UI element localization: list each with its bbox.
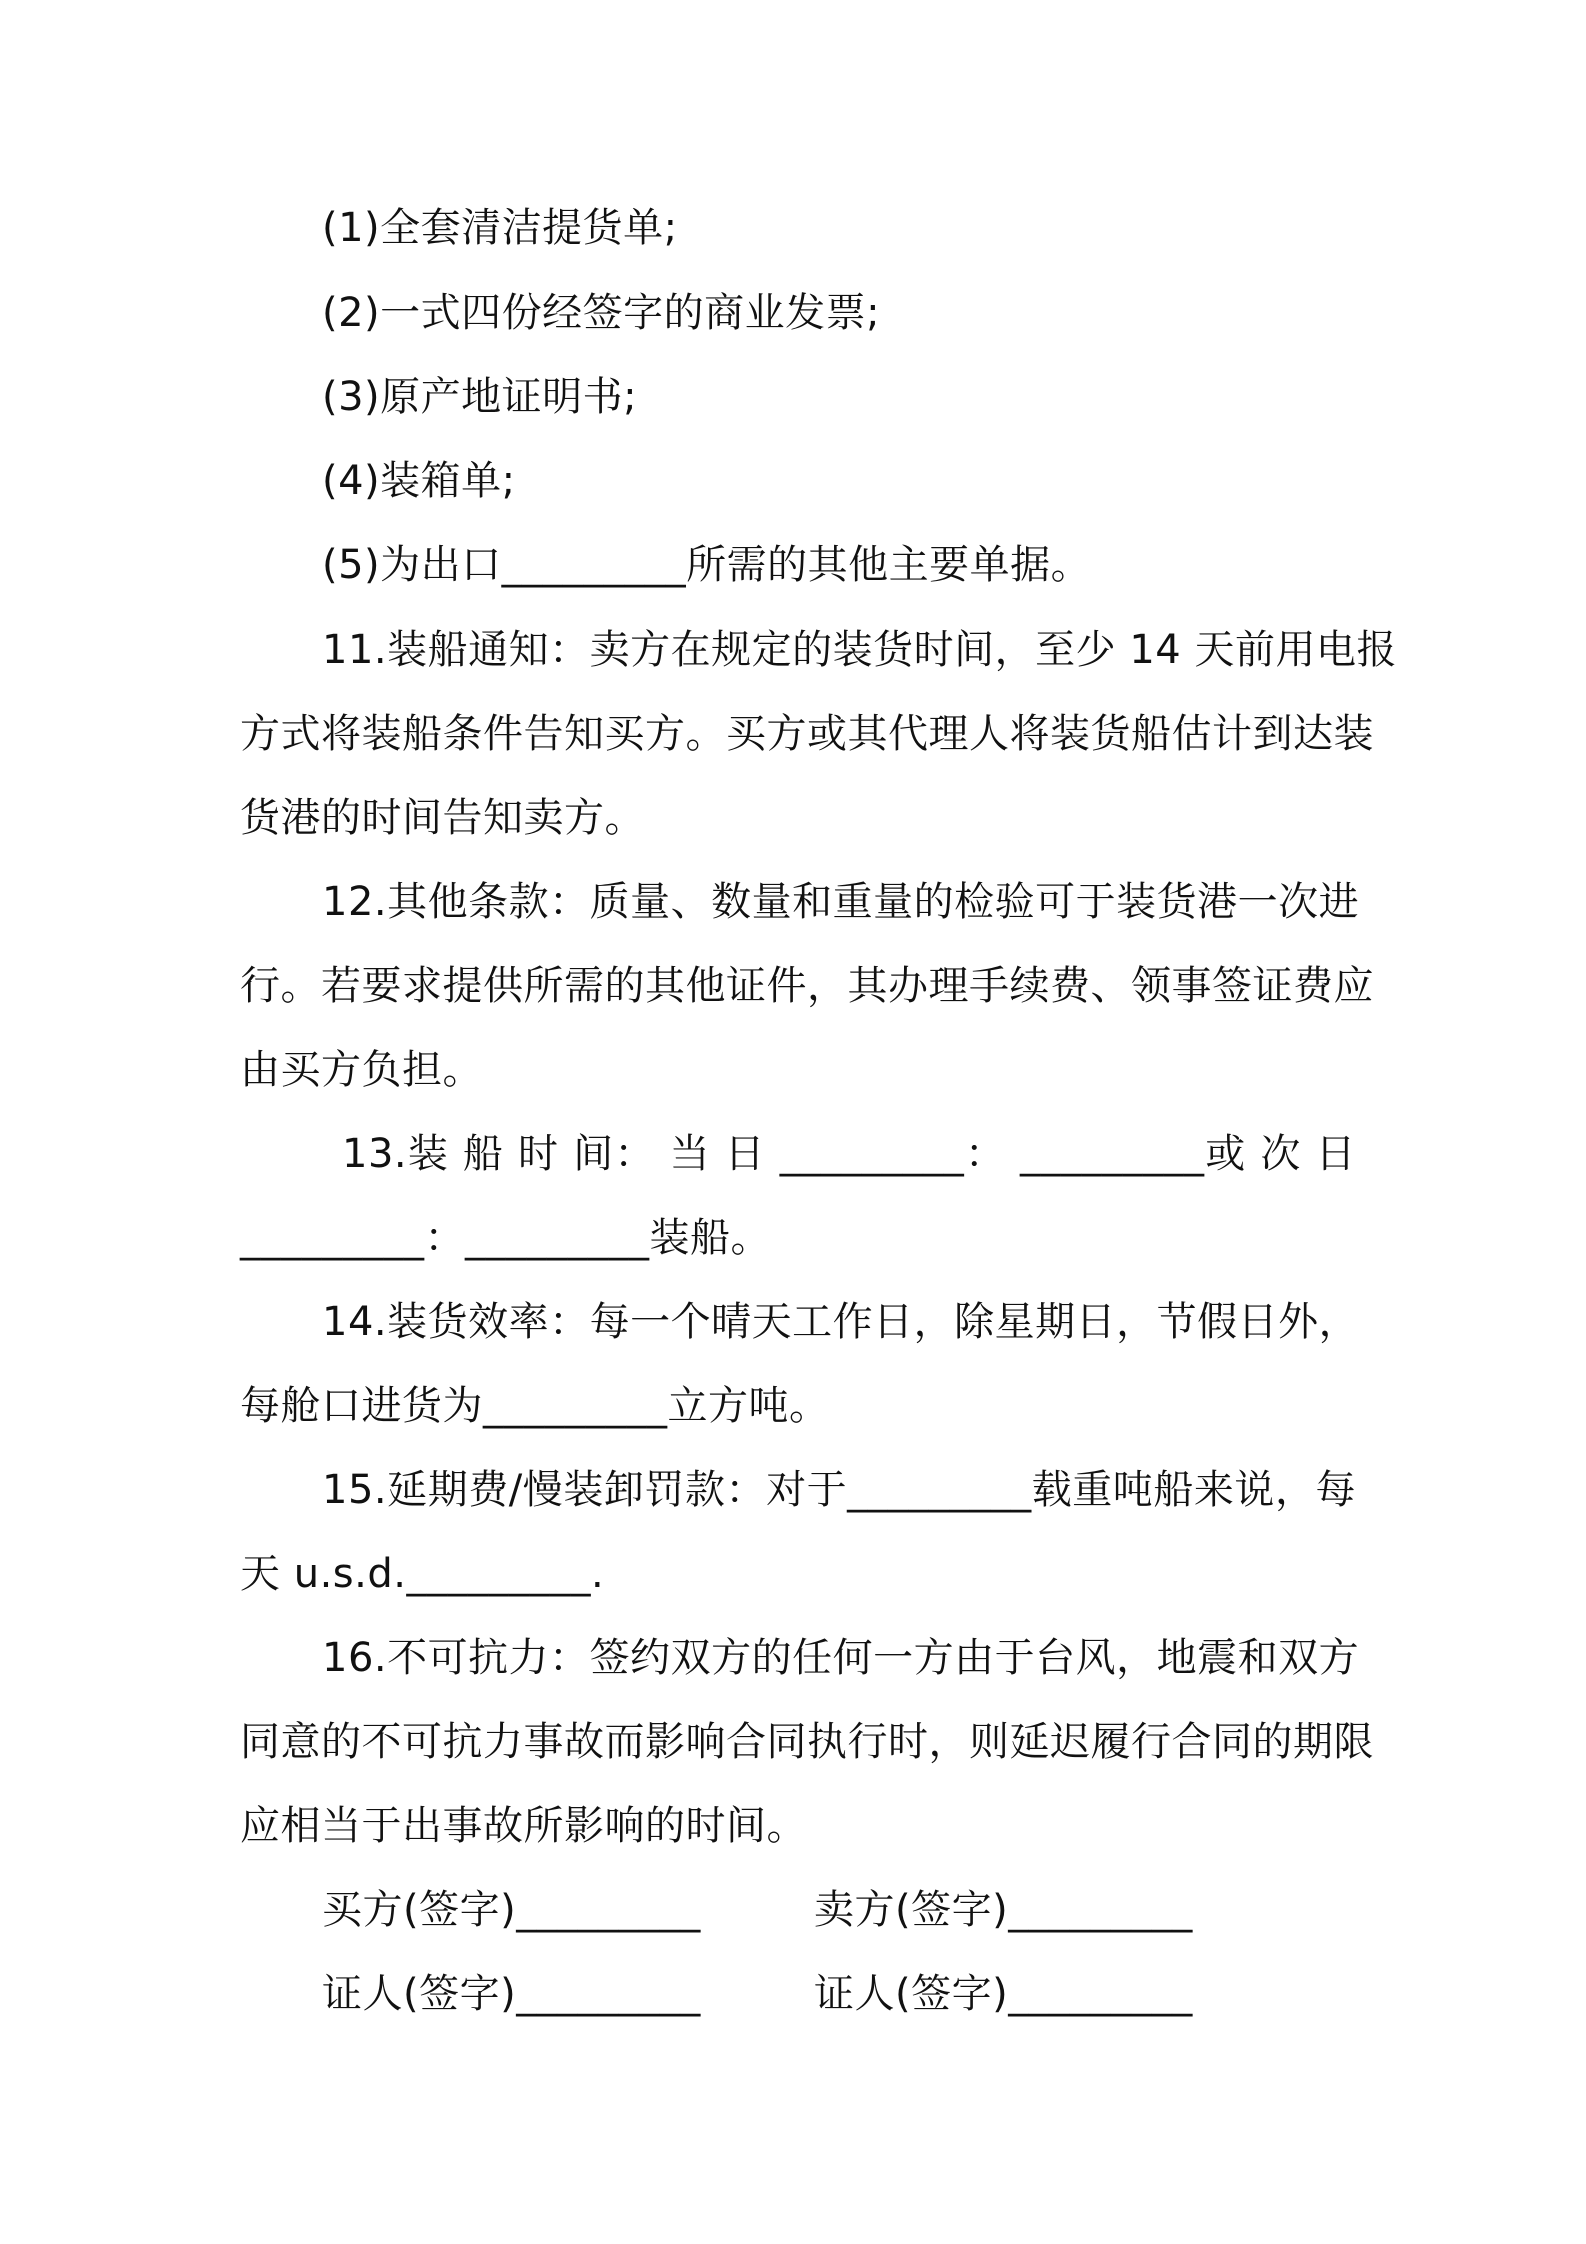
item-2: (2)一式四份经签字的商业发票; (322, 290, 881, 336)
clause-12-line-2: 行。若要求提供所需的其他证件，其办理手续费、领事签证费应 (240, 963, 1374, 1009)
clause-11-line-1: 11.装船通知：卖方在规定的装货时间，至少 14 天前用电报 (322, 627, 1397, 673)
clause-11-line-2: 方式将装船条件告知买方。买方或其代理人将装货船估计到达装 (240, 711, 1374, 757)
clause-16-line-3: 应相当于出事故所影响的时间。 (240, 1803, 807, 1849)
clause-16-line-1: 16.不可抗力：签约双方的任何一方由于台风，地震和双方 (322, 1635, 1360, 1681)
clause-12-line-1: 12.其他条款：质量、数量和重量的检验可于装货港一次进 (322, 879, 1360, 925)
clause-15-line-1: 15.延期费/慢装卸罚款：对于_________载重吨船来说，每 (322, 1467, 1356, 1513)
item-5: (5)为出口_________所需的其他主要单据。 (322, 542, 1092, 588)
clause-16-line-2: 同意的不可抗力事故而影响合同执行时，则延迟履行合同的期限 (240, 1719, 1374, 1765)
clause-14-line-2: 每舱口进货为_________立方吨。 (240, 1383, 830, 1429)
clause-13-line-1: 13.装 船 时 间： 当 日 _________： _________或 次 日 (342, 1131, 1356, 1177)
witness-signature-left: 证人(签字)_________ (322, 1971, 701, 2017)
item-1: (1)全套清洁提货单; (322, 205, 678, 251)
buyer-signature: 买方(签字)_________ (322, 1887, 701, 1933)
clause-14-line-1: 14.装货效率：每一个晴天工作日，除星期日，节假日外， (322, 1299, 1360, 1345)
clause-12-line-3: 由买方负担。 (240, 1047, 483, 1093)
seller-signature: 卖方(签字)_________ (814, 1887, 1193, 1933)
witness-signature-right: 证人(签字)_________ (814, 1971, 1193, 2017)
item-4: (4)装箱单; (322, 458, 516, 504)
clause-15-line-2: 天 u.s.d._________. (240, 1551, 605, 1597)
clause-13-line-2: _________：_________装船。 (240, 1215, 771, 1261)
clause-11-line-3: 货港的时间告知卖方。 (240, 795, 645, 841)
item-3: (3)原产地证明书; (322, 374, 638, 420)
